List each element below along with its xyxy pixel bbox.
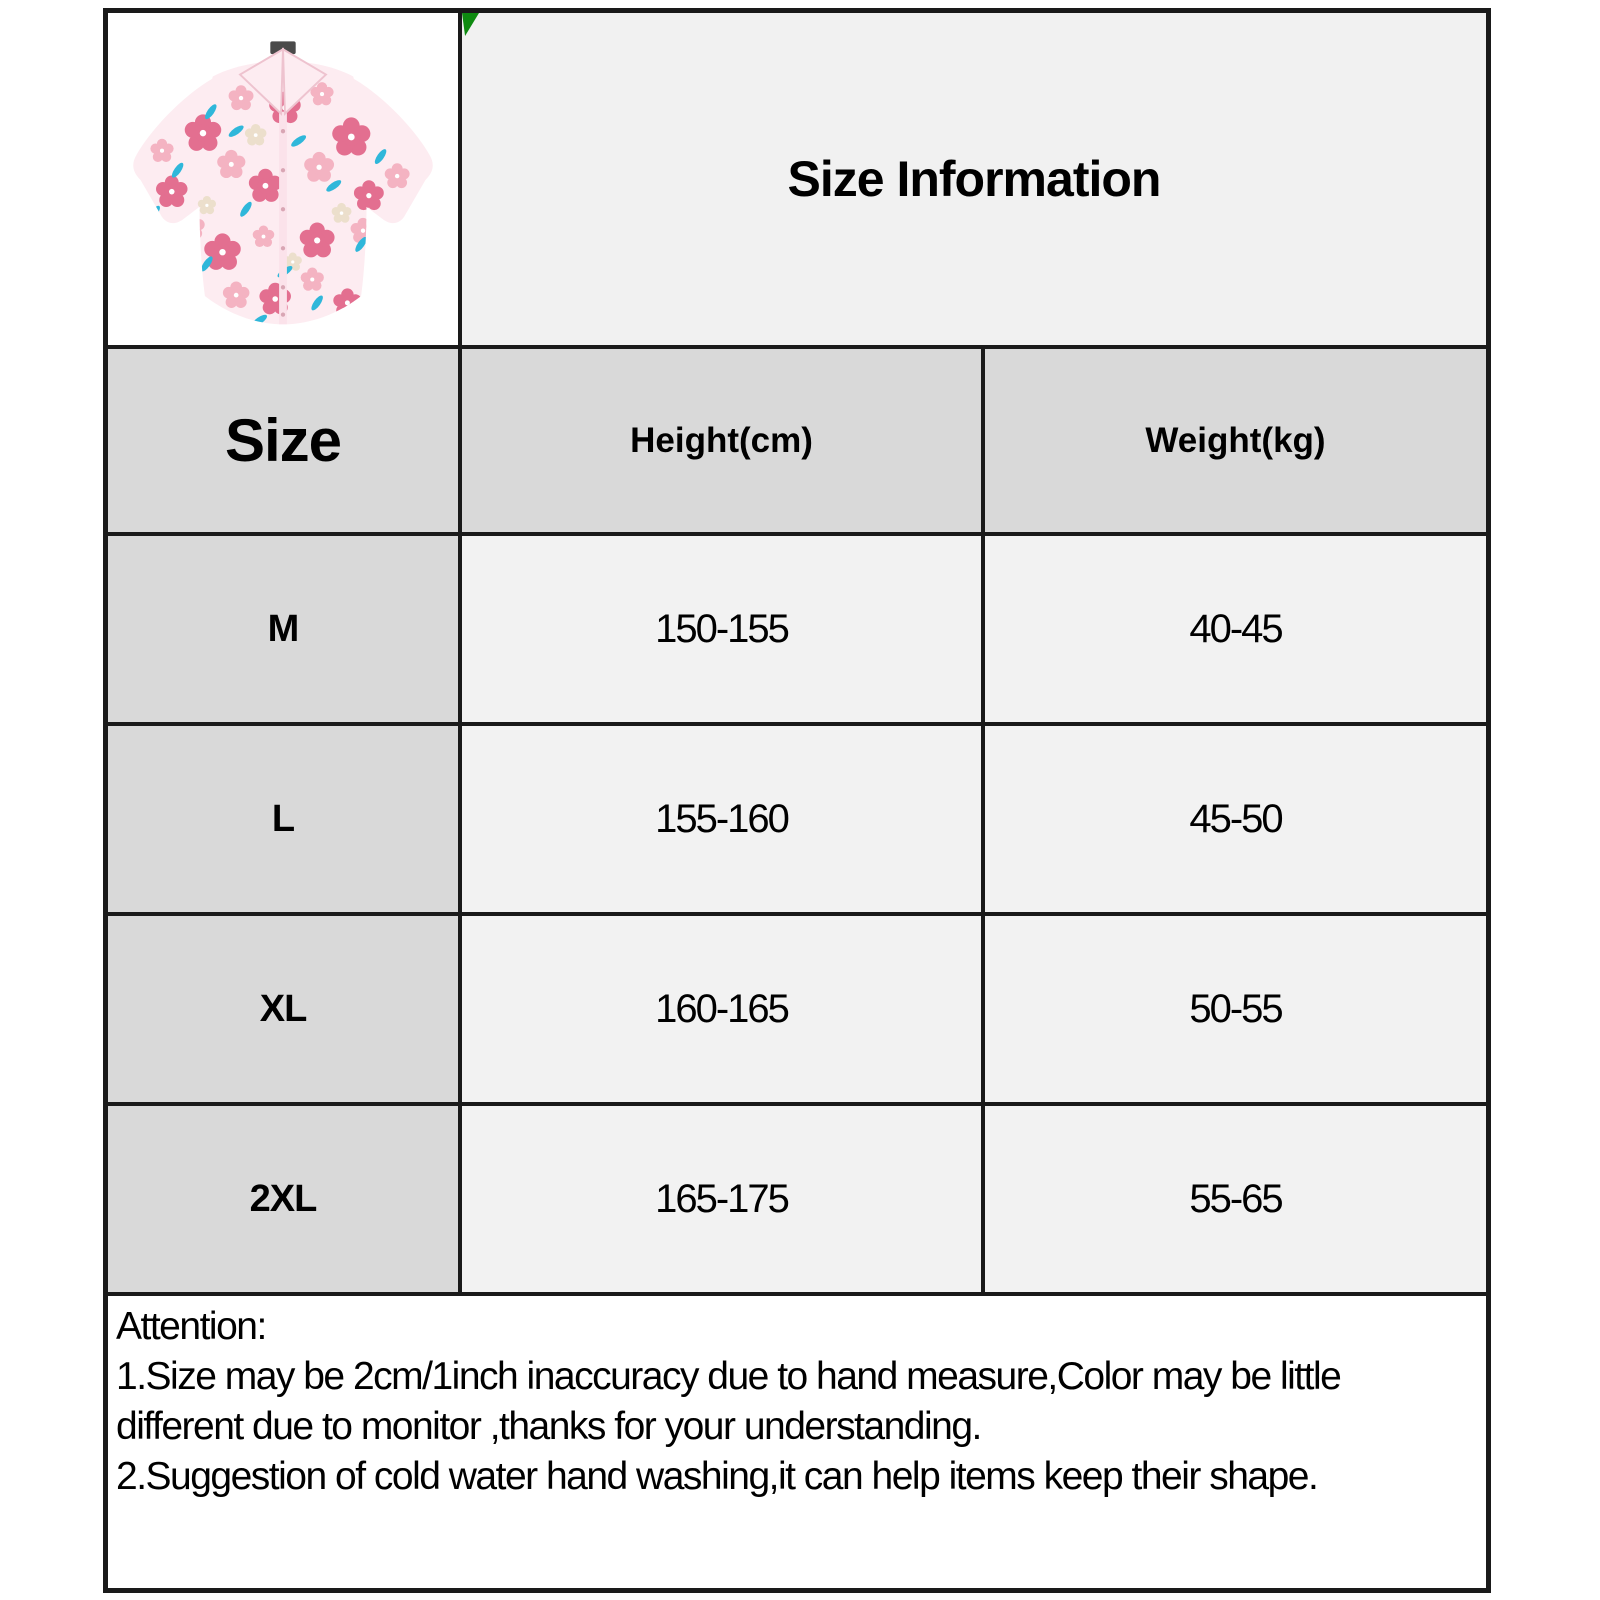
weight-cell-2xl [981, 1102, 1486, 1292]
product-image-cell [108, 13, 458, 345]
height-value: 155-160 [655, 796, 788, 841]
size-label: L [271, 797, 295, 840]
attention-heading: Attention: [116, 1305, 266, 1348]
height-cell-m [458, 532, 981, 722]
height-value: 150-155 [655, 606, 788, 651]
height-cell-xl [458, 912, 981, 1102]
size-label: XL [259, 987, 307, 1030]
weight-cell-m [981, 532, 1486, 722]
height-value: 165-175 [655, 1176, 788, 1221]
column-header-weight-label: Weight(kg) [1145, 420, 1326, 460]
spreadsheet-corner-marker-icon [462, 13, 479, 36]
size-cell-l [108, 722, 458, 912]
weight-value: 40-45 [1189, 606, 1282, 651]
weight-value: 45-50 [1189, 796, 1282, 841]
size-label: M [267, 607, 299, 650]
height-cell-l [458, 722, 981, 912]
column-header-size [108, 345, 458, 532]
column-header-height [458, 345, 981, 532]
size-cell-xl [108, 912, 458, 1102]
size-cell-2xl [108, 1102, 458, 1292]
attention-note-1: 1.Size may be 2cm/1inch inaccuracy due to hand measure,Color may be little different due to monitor ,thanks for your understanding. [116, 1355, 1341, 1448]
weight-cell-l [981, 722, 1486, 912]
column-header-height-label: Height(cm) [630, 420, 813, 460]
attention-note-2: 2.Suggestion of cold water hand washing,it can help items keep their shape. [116, 1455, 1318, 1498]
weight-value: 55-65 [1189, 1176, 1282, 1221]
size-chart-table [103, 8, 1491, 1593]
size-cell-m [108, 532, 458, 722]
weight-cell-xl [981, 912, 1486, 1102]
attention-note-box [108, 1292, 1486, 1588]
page-title: Size Information [787, 151, 1161, 207]
title-cell [458, 13, 1486, 345]
height-value: 160-165 [655, 986, 788, 1031]
product-image [117, 18, 449, 340]
weight-value: 50-55 [1189, 986, 1282, 1031]
column-header-size-label: Size [224, 407, 342, 474]
column-header-weight [981, 345, 1486, 532]
size-label: 2XL [249, 1177, 317, 1220]
height-cell-2xl [458, 1102, 981, 1292]
